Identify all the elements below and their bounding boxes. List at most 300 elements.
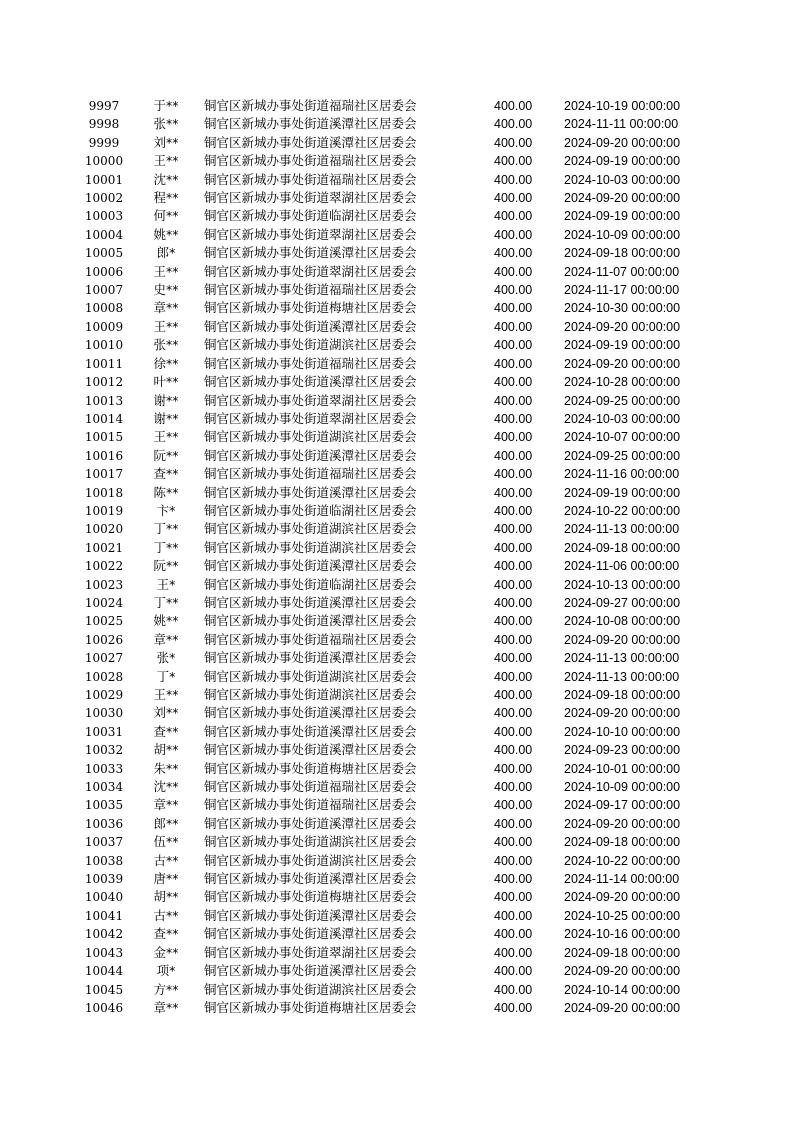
row-number: 9997 [88,99,120,113]
community-committee: 铜官区新城办事处街道溪潭社区居委会 [204,558,417,574]
community-committee: 铜官区新城办事处街道溪潭社区居委会 [204,374,417,390]
amount: 400.00 [494,577,533,592]
table-row [80,318,720,336]
community-committee: 铜官区新城办事处街道溪潭社区居委会 [204,650,417,666]
payment-date: 2024-09-18 00:00:00 [564,688,681,702]
amount: 400.00 [494,191,533,206]
payment-date: 2024-11-16 00:00:00 [564,467,680,482]
table-row [80,594,720,612]
recipient-name: 阮** [153,558,179,574]
amount: 400.00 [494,761,533,776]
community-committee: 铜官区新城办事处街道湖滨社区居委会 [204,981,417,997]
row-number: 10022 [84,559,124,574]
table-row [80,925,720,943]
amount: 400.00 [494,743,533,758]
amount: 400.00 [494,706,533,721]
row-number: 10026 [84,632,124,647]
community-committee: 铜官区新城办事处街道溪潭社区居委会 [204,871,417,887]
table-row [80,981,720,999]
payment-date: 2024-09-20 00:00:00 [564,135,681,150]
community-committee: 铜官区新城办事处街道翠湖社区居委会 [204,190,417,206]
recipient-name: 张* [156,650,176,666]
recipient-name: 王* [156,576,176,592]
amount: 400.00 [494,503,533,518]
community-committee: 铜官区新城办事处街道福瑞社区居委会 [204,98,417,113]
community-committee: 铜官区新城办事处街道溪潭社区居委会 [204,594,417,610]
payment-date: 2024-10-22 00:00:00 [564,853,681,868]
community-committee: 铜官区新城办事处街道溪潭社区居委会 [204,318,417,334]
table-row [80,207,720,225]
table-row [80,668,720,686]
community-committee: 铜官区新城办事处街道梅塘社区居委会 [204,760,417,776]
row-number: 10032 [84,743,124,758]
amount: 400.00 [494,209,533,224]
row-number: 10019 [84,503,124,518]
table-row [80,171,720,189]
row-number: 10025 [84,614,124,629]
row-number: 10028 [84,669,124,684]
row-number: 10038 [84,853,124,868]
community-committee: 铜官区新城办事处街道福瑞社区居委会 [204,153,417,169]
payment-date: 2024-11-13 00:00:00 [564,522,680,537]
table-row [80,796,720,814]
community-committee: 铜官区新城办事处街道翠湖社区居委会 [204,226,417,242]
recipient-name: 王** [153,429,179,445]
payment-date: 2024-11-14 00:00:00 [564,872,680,887]
payment-date: 2024-10-09 00:00:00 [564,227,681,242]
payment-date: 2024-09-17 00:00:00 [564,798,681,813]
table-row [80,760,720,778]
community-committee: 铜官区新城办事处街道湖滨社区居委会 [204,337,417,353]
payment-date: 2024-09-19 00:00:00 [564,338,681,353]
amount: 400.00 [494,117,533,132]
table-row [80,244,720,262]
table-row [80,576,720,594]
recipient-name: 章** [153,631,179,647]
recipient-name: 刘** [153,134,179,150]
table-row [80,833,720,851]
recipient-name: 张** [153,116,179,132]
amount: 400.00 [494,99,533,113]
row-number: 10043 [84,945,124,960]
community-committee: 铜官区新城办事处街道临湖社区居委会 [204,576,417,592]
payment-date: 2024-09-18 00:00:00 [564,945,681,960]
recipient-name: 伍** [153,834,179,850]
payment-date: 2024-11-06 00:00:00 [564,559,680,574]
amount: 400.00 [494,448,533,463]
row-number: 10004 [84,227,124,242]
amount: 400.00 [494,559,533,574]
community-committee: 铜官区新城办事处街道福瑞社区居委会 [204,171,417,187]
table-row [80,999,720,1017]
table-row [80,97,720,115]
table-row [80,484,720,502]
payment-date: 2024-10-22 00:00:00 [564,503,681,518]
table-row [80,336,720,354]
recipient-name: 项* [156,963,176,979]
payment-date: 2024-11-13 00:00:00 [564,651,680,666]
row-number: 10031 [84,724,124,739]
table-row [80,612,720,630]
amount: 400.00 [494,301,533,316]
row-number: 10034 [84,780,124,795]
recipient-name: 陈** [153,484,179,500]
row-number: 10030 [84,706,124,721]
payment-list-table [80,97,720,1017]
recipient-name: 谢** [153,410,179,426]
table-row [80,115,720,133]
community-committee: 铜官区新城办事处街道福瑞社区居委会 [204,282,417,298]
table-row [80,299,720,317]
payment-date: 2024-09-20 00:00:00 [564,890,681,905]
table-row [80,263,720,281]
recipient-name: 阮** [153,447,179,463]
community-committee: 铜官区新城办事处街道湖滨社区居委会 [204,834,417,850]
community-committee: 铜官区新城办事处街道湖滨社区居委会 [204,687,417,702]
recipient-name: 沈** [153,171,179,187]
row-number: 9999 [88,135,120,150]
table-row [80,944,720,962]
payment-date: 2024-10-03 00:00:00 [564,411,681,426]
row-number: 10005 [84,246,124,261]
row-number: 10024 [84,595,124,610]
payment-date: 2024-10-07 00:00:00 [564,430,681,445]
row-number: 10033 [84,761,124,776]
table-row [80,704,720,722]
community-committee: 铜官区新城办事处街道翠湖社区居委会 [204,263,417,279]
payment-date: 2024-10-25 00:00:00 [564,908,681,923]
recipient-name: 章** [153,797,179,813]
amount: 400.00 [494,356,533,371]
community-committee: 铜官区新城办事处街道临湖社区居委会 [204,208,417,224]
recipient-name: 王** [153,263,179,279]
row-number: 10046 [84,1000,124,1015]
recipient-name: 章** [153,999,179,1015]
payment-date: 2024-09-19 00:00:00 [564,485,681,500]
table-row [80,355,720,373]
table-row [80,428,720,446]
amount: 400.00 [494,669,533,684]
row-number: 10040 [84,890,124,905]
row-number: 10010 [84,338,124,353]
community-committee: 铜官区新城办事处街道湖滨社区居委会 [204,852,417,868]
community-committee: 铜官区新城办事处街道湖滨社区居委会 [204,521,417,537]
community-committee: 铜官区新城办事处街道梅塘社区居委会 [204,300,417,316]
row-number: 10000 [84,154,124,169]
payment-date: 2024-09-20 00:00:00 [564,706,681,721]
amount: 400.00 [494,614,533,629]
recipient-name: 姚** [153,226,179,242]
recipient-name: 徐** [153,355,179,371]
table-row [80,189,720,207]
community-committee: 铜官区新城办事处街道福瑞社区居委会 [204,355,417,371]
community-committee: 铜官区新城办事处街道临湖社区居委会 [204,502,417,518]
amount: 400.00 [494,927,533,942]
table-row [80,778,720,796]
table-row [80,410,720,428]
community-committee: 铜官区新城办事处街道福瑞社区居委会 [204,779,417,795]
amount: 400.00 [494,227,533,242]
table-row [80,631,720,649]
recipient-name: 金** [153,944,179,960]
row-number: 10045 [84,982,124,997]
payment-date: 2024-09-20 00:00:00 [564,964,681,979]
community-committee: 铜官区新城办事处街道梅塘社区居委会 [204,999,417,1015]
amount: 400.00 [494,264,533,279]
table-row [80,962,720,980]
recipient-name: 王** [153,687,179,702]
row-number: 10003 [84,209,124,224]
recipient-name: 王** [153,153,179,169]
row-number: 10018 [84,485,124,500]
community-committee: 铜官区新城办事处街道湖滨社区居委会 [204,668,417,684]
row-number: 10009 [84,319,124,334]
amount: 400.00 [494,485,533,500]
community-committee: 铜官区新城办事处街道溪潭社区居委会 [204,613,417,629]
community-committee: 铜官区新城办事处街道溪潭社区居委会 [204,907,417,923]
amount: 400.00 [494,467,533,482]
community-committee: 铜官区新城办事处街道湖滨社区居委会 [204,429,417,445]
recipient-name: 丁** [153,521,179,537]
amount: 400.00 [494,338,533,353]
payment-date: 2024-10-08 00:00:00 [564,614,681,629]
recipient-name: 叶** [153,374,179,390]
payment-date: 2024-11-13 00:00:00 [564,669,680,684]
payment-date: 2024-10-30 00:00:00 [564,301,681,316]
row-number: 10029 [84,688,124,702]
amount: 400.00 [494,982,533,997]
row-number: 10006 [84,264,124,279]
community-committee: 铜官区新城办事处街道翠湖社区居委会 [204,410,417,426]
payment-date: 2024-10-10 00:00:00 [564,724,681,739]
table-row [80,723,720,741]
payment-date: 2024-09-20 00:00:00 [564,1000,681,1015]
row-number: 10039 [84,872,124,887]
recipient-name: 王** [153,318,179,334]
recipient-name: 程** [153,190,179,206]
table-row [80,226,720,244]
amount: 400.00 [494,595,533,610]
table-row [80,815,720,833]
amount: 400.00 [494,816,533,831]
recipient-name: 于** [153,98,179,113]
payment-date: 2024-10-03 00:00:00 [564,172,681,187]
recipient-name: 胡** [153,889,179,905]
payment-date: 2024-09-18 00:00:00 [564,835,681,850]
community-committee: 铜官区新城办事处街道翠湖社区居委会 [204,944,417,960]
community-committee: 铜官区新城办事处街道溪潭社区居委会 [204,705,417,721]
table-row [80,557,720,575]
row-number: 10021 [84,540,124,555]
row-number: 10020 [84,522,124,537]
amount: 400.00 [494,430,533,445]
amount: 400.00 [494,154,533,169]
community-committee: 铜官区新城办事处街道福瑞社区居委会 [204,631,417,647]
amount: 400.00 [494,780,533,795]
table-row [80,539,720,557]
community-committee: 铜官区新城办事处街道溪潭社区居委会 [204,447,417,463]
payment-date: 2024-09-19 00:00:00 [564,209,681,224]
row-number: 10008 [84,301,124,316]
row-number: 10015 [84,430,124,445]
row-number: 10044 [84,964,124,979]
payment-date: 2024-09-18 00:00:00 [564,540,681,555]
row-number: 10014 [84,411,124,426]
payment-date: 2024-10-09 00:00:00 [564,780,681,795]
row-number: 10017 [84,467,124,482]
amount: 400.00 [494,890,533,905]
table-row [80,520,720,538]
amount: 400.00 [494,945,533,960]
recipient-name: 谢** [153,392,179,408]
row-number: 10013 [84,393,124,408]
payment-date: 2024-09-20 00:00:00 [564,319,681,334]
amount: 400.00 [494,872,533,887]
payment-date: 2024-11-11 00:00:00 [564,117,679,132]
table-row [80,281,720,299]
recipient-name: 丁** [153,539,179,555]
amount: 400.00 [494,135,533,150]
table-row [80,152,720,170]
community-committee: 铜官区新城办事处街道福瑞社区居委会 [204,466,417,482]
amount: 400.00 [494,246,533,261]
payment-date: 2024-09-18 00:00:00 [564,246,681,261]
payment-date: 2024-09-27 00:00:00 [564,595,681,610]
community-committee: 铜官区新城办事处街道溪潭社区居委会 [204,963,417,979]
table-row [80,502,720,520]
recipient-name: 章** [153,300,179,316]
table-row [80,686,720,704]
amount: 400.00 [494,964,533,979]
recipient-name: 丁* [156,668,176,684]
row-number: 10027 [84,651,124,666]
recipient-name: 郎* [156,245,176,261]
community-committee: 铜官区新城办事处街道溪潭社区居委会 [204,926,417,942]
payment-date: 2024-11-17 00:00:00 [564,283,680,298]
community-committee: 铜官区新城办事处街道翠湖社区居委会 [204,392,417,408]
recipient-name: 沈** [153,779,179,795]
payment-date: 2024-09-25 00:00:00 [564,448,681,463]
payment-date: 2024-10-28 00:00:00 [564,375,681,390]
community-committee: 铜官区新城办事处街道溪潭社区居委会 [204,723,417,739]
row-number: 10042 [84,927,124,942]
row-number: 10037 [84,835,124,850]
payment-date: 2024-09-20 00:00:00 [564,191,681,206]
amount: 400.00 [494,1000,533,1015]
amount: 400.00 [494,522,533,537]
community-committee: 铜官区新城办事处街道溪潭社区居委会 [204,245,417,261]
payment-date: 2024-11-07 00:00:00 [564,264,680,279]
payment-date: 2024-09-20 00:00:00 [564,356,681,371]
table-row [80,852,720,870]
recipient-name: 何** [153,208,179,224]
payment-date: 2024-10-19 00:00:00 [564,99,681,113]
row-number: 10041 [84,908,124,923]
community-committee: 铜官区新城办事处街道湖滨社区居委会 [204,539,417,555]
payment-date: 2024-10-01 00:00:00 [564,761,681,776]
payment-date: 2024-10-14 00:00:00 [564,982,681,997]
recipient-name: 查** [153,466,179,482]
community-committee: 铜官区新城办事处街道溪潭社区居委会 [204,134,417,150]
community-committee: 铜官区新城办事处街道溪潭社区居委会 [204,815,417,831]
recipient-name: 张** [153,337,179,353]
amount: 400.00 [494,798,533,813]
row-number: 10011 [84,356,124,371]
payment-date: 2024-09-23 00:00:00 [564,743,681,758]
recipient-name: 古** [153,907,179,923]
table-row [80,870,720,888]
table-row [80,907,720,925]
recipient-name: 朱** [153,760,179,776]
community-committee: 铜官区新城办事处街道梅塘社区居委会 [204,889,417,905]
recipient-name: 胡** [153,742,179,758]
table-row [80,741,720,759]
recipient-name: 刘** [153,705,179,721]
recipient-name: 查** [153,926,179,942]
table-row [80,392,720,410]
community-committee: 铜官区新城办事处街道溪潭社区居委会 [204,484,417,500]
recipient-name: 姚** [153,613,179,629]
amount: 400.00 [494,835,533,850]
payment-date: 2024-09-25 00:00:00 [564,393,681,408]
payment-date: 2024-10-13 00:00:00 [564,577,681,592]
amount: 400.00 [494,411,533,426]
amount: 400.00 [494,319,533,334]
table-row [80,447,720,465]
row-number: 10001 [84,172,124,187]
table-body [80,97,720,1017]
recipient-name: 查** [153,723,179,739]
recipient-name: 史** [153,282,179,298]
payment-date: 2024-09-20 00:00:00 [564,632,681,647]
row-number: 10002 [84,191,124,206]
amount: 400.00 [494,853,533,868]
row-number: 9998 [88,117,120,132]
community-committee: 铜官区新城办事处街道福瑞社区居委会 [204,797,417,813]
amount: 400.00 [494,724,533,739]
recipient-name: 丁** [153,594,179,610]
payment-date: 2024-10-16 00:00:00 [564,927,681,942]
recipient-name: 唐** [153,871,179,887]
amount: 400.00 [494,632,533,647]
amount: 400.00 [494,375,533,390]
payment-date: 2024-09-19 00:00:00 [564,154,681,169]
row-number: 10036 [84,816,124,831]
amount: 400.00 [494,908,533,923]
table-row [80,134,720,152]
row-number: 10012 [84,375,124,390]
amount: 400.00 [494,651,533,666]
recipient-name: 郎** [153,815,179,831]
payment-date: 2024-09-20 00:00:00 [564,816,681,831]
amount: 400.00 [494,688,533,702]
row-number: 10007 [84,283,124,298]
amount: 400.00 [494,283,533,298]
table-row [80,888,720,906]
table-row [80,649,720,667]
amount: 400.00 [494,540,533,555]
row-number: 10023 [84,577,124,592]
table-row [80,373,720,391]
table-row [80,465,720,483]
community-committee: 铜官区新城办事处街道溪潭社区居委会 [204,742,417,758]
recipient-name: 方** [153,981,179,997]
row-number: 10016 [84,448,124,463]
community-committee: 铜官区新城办事处街道溪潭社区居委会 [204,116,417,132]
recipient-name: 卞* [156,502,176,518]
amount: 400.00 [494,172,533,187]
recipient-name: 古** [153,852,179,868]
